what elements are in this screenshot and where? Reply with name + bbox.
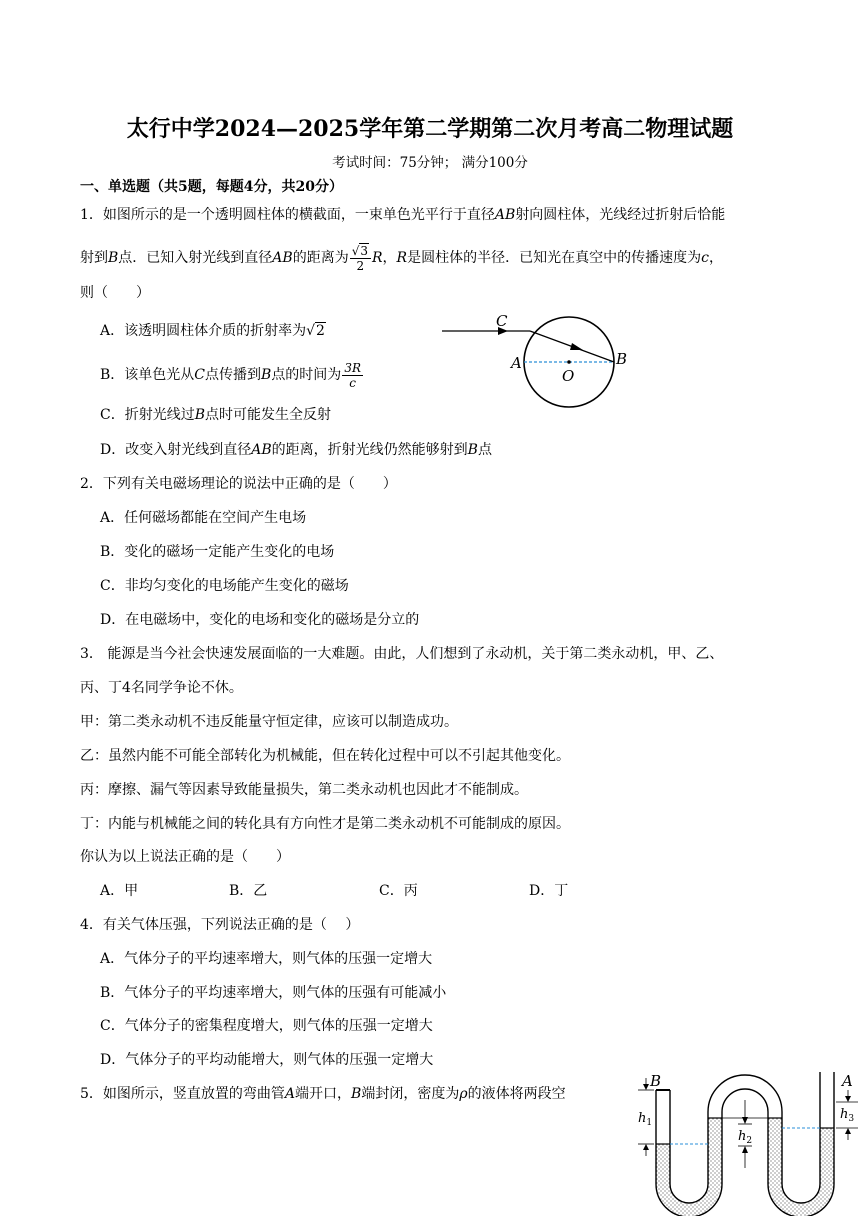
label-b: B	[616, 350, 628, 368]
q4-option-a: A．气体分子的平均速率增大，则气体的压强一定增大	[100, 951, 433, 967]
q4-option-c: C．气体分子的密集程度增大，则气体的压强一定增大	[100, 1018, 433, 1034]
q2-stem: 2．下列有关电磁场理论的说法中正确的是（ ）	[80, 476, 397, 492]
q4-option-b: B．气体分子的平均速率增大，则气体的压强有可能减小	[100, 985, 447, 1001]
q3-option-d: D．丁	[529, 883, 569, 899]
label-h2: $h_2$	[738, 1129, 753, 1146]
label-a: A	[842, 1072, 853, 1090]
label-a: A	[511, 354, 522, 372]
q1-stem-line1: 1．如图所示的是一个透明圆柱体的横截面，一束单色光平行于直径AB射向圆柱体，光线经过折射后恰能	[80, 207, 726, 223]
label-h3: $h_3$	[840, 1107, 855, 1124]
q2-option-d: D．在电磁场中，变化的电场和变化的磁场是分立的	[100, 612, 420, 628]
q2-option-c: C．非均匀变化的电场能产生变化的磁场	[100, 578, 349, 594]
q3-statement-ding: 丁：内能与机械能之间的转化具有方向性才是第二类永动机不可能制成的原因。	[80, 816, 570, 832]
q4-option-d: D．气体分子的平均动能增大，则气体的压强一定增大	[100, 1052, 434, 1068]
arrow-icon	[570, 343, 583, 350]
q3-ask: 你认为以上说法正确的是（ ）	[80, 849, 290, 865]
label-o: O	[562, 367, 575, 385]
q1-option-c: C．折射光线过B点时可能发生全反射	[100, 407, 332, 423]
q3-statement-yi: 乙：虽然内能不可能全部转化为机械能，但在转化过程中可以不引起其他变化。	[80, 748, 570, 764]
exam-info: 考试时间：75分钟； 满分100分	[332, 155, 528, 171]
q3-option-c: C．丙	[379, 883, 418, 899]
distance-fraction: $\frac{√3}{2}$	[350, 244, 371, 273]
liquid-right	[768, 1118, 834, 1216]
bent-tube-figure	[634, 1072, 860, 1216]
label-c: C	[496, 312, 508, 330]
q4-stem: 4．有关气体压强，下列说法正确的是（ ）	[80, 917, 360, 933]
q3-statement-jia: 甲：第二类永动机不违反能量守恒定律，应该可以制造成功。	[80, 714, 458, 730]
q3-statement-bing: 丙：摩擦、漏气等因素导致能量损失，第二类永动机也因此才不能制成。	[80, 782, 528, 798]
center-point	[567, 360, 571, 364]
q1-stem-line3: 则（ ）	[80, 285, 150, 301]
q2-option-b: B．变化的磁场一定能产生变化的电场	[100, 544, 335, 560]
q1-option-b: B．该单色光从C点传播到B点的时间为 $\frac{3R}{c}$	[100, 360, 361, 390]
q5-stem: 5．如图所示，竖直放置的弯曲管A端开口，B端封闭，密度为ρ的液体将两段空	[80, 1086, 566, 1102]
q3-option-b: B．乙	[229, 883, 268, 899]
label-b: B	[650, 1072, 662, 1090]
q1-option-d: D．改变入射光线到直径AB的距离，折射光线仍然能够射到B点	[100, 442, 492, 458]
section-heading: 一、单选题（共5题，每题4分，共20分）	[80, 179, 343, 195]
q1-option-a: A．该透明圆柱体介质的折射率为√2	[100, 323, 325, 339]
liquid-left	[656, 1118, 722, 1216]
q3-stem-line1: 3． 能源是当今社会快速发展面临的一大难题。由此，人们想到了永动机，关于第二类永动机，甲、乙、	[80, 646, 724, 662]
q2-option-a: A．任何磁场都能在空间产生电场	[100, 510, 307, 526]
cylinder-figure	[436, 306, 636, 416]
q1-stem-line2: 射到B点．已知入射光线到直径AB的距离为 $\frac{√3}{2}$ R，R是圆柱体的半径．已知光在真空中的传播速度为c，	[80, 243, 723, 273]
q3-option-a: A．甲	[100, 883, 139, 899]
q3-stem-line2: 丙、丁4名同学争论不休。	[80, 680, 243, 696]
page-title: 太行中学2024—2025学年第二学期第二次月考高二物理试题	[126, 116, 734, 142]
label-h1: $h_1$	[638, 1111, 653, 1128]
